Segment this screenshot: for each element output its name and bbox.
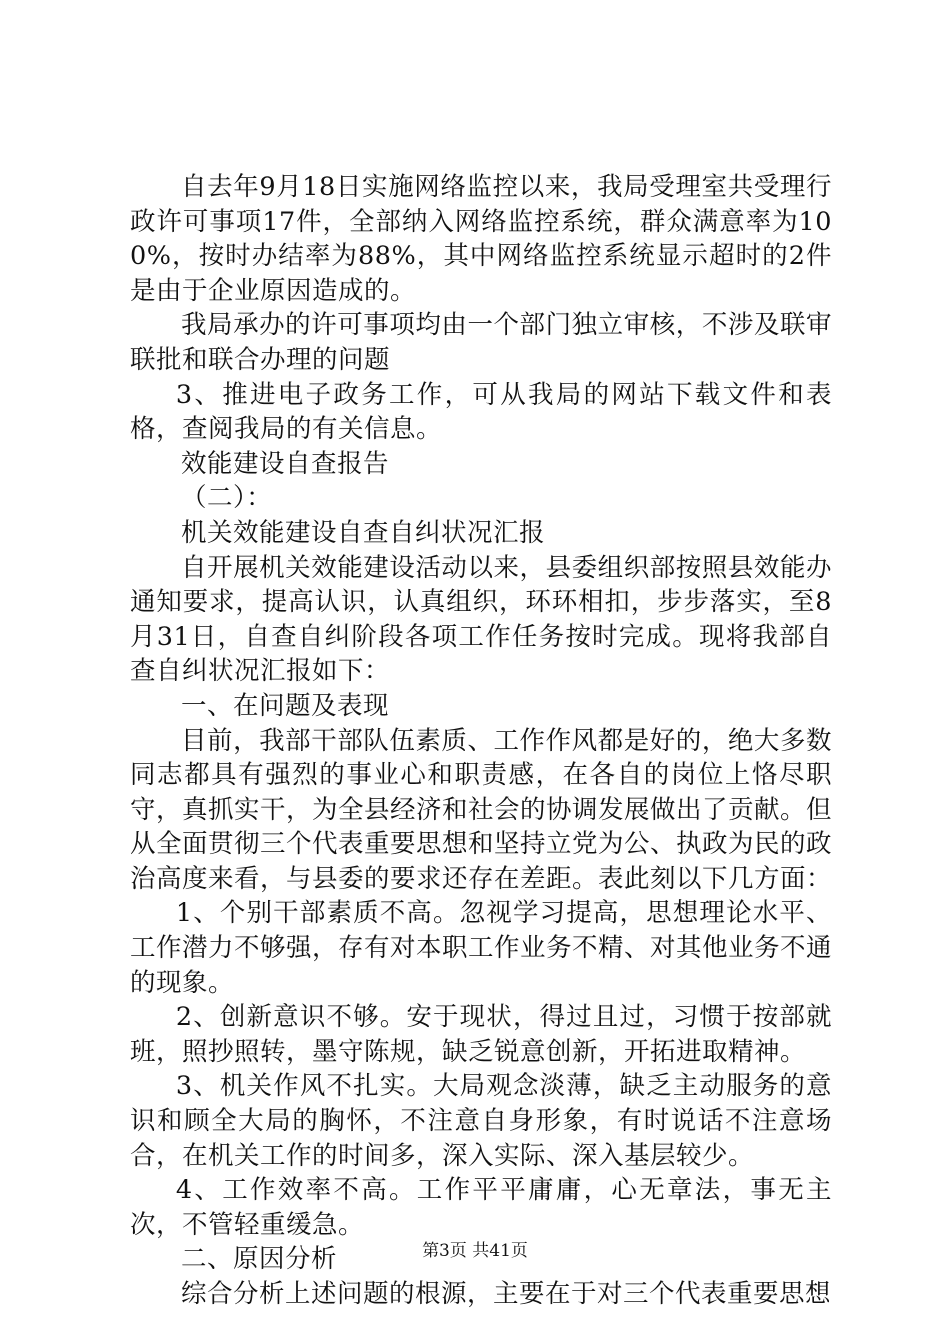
page-number-footer: 第3页 共41页 — [422, 1241, 528, 1261]
heading-part-two: （二）： — [181, 483, 273, 514]
paragraph-cause-analysis: 综合分析上述问题的根源，主要在于对三个代表重要思想 — [181, 1279, 832, 1309]
heading-self-inspection-report: 效能建设自查报告 — [181, 448, 390, 479]
paragraph-supervision-stats: 自去年9月18日实施网络监控以来，我局受理室共受理行政许可事项17件，全部纳入网络监控系统，群众满意率为100%，按时办结率为88%，其中网络监控系统显示超时的2件是由于企业原因造成的。 — [130, 172, 832, 306]
paragraph-current-status: 目前，我部干部队伍素质、工作作风都是好的，绝大多数同志都具有强烈的事业心和职责感，在各自的岗位上恪尽职守，真抓实干，为全县经济和社会的协调发展做出了贡献。但从全面贯彻三个代表重要思想和坚持立党为公、执政为民的政治高度来看，与县委的要求还存在差距。表此刻以下几方面： — [130, 725, 833, 894]
heading-report-title: 机关效能建设自查自纠状况汇报 — [181, 517, 546, 548]
heading-section-two: 二、原因分析 — [181, 1244, 338, 1275]
document-body — [130, 170, 832, 1312]
paragraph-e-government: 3、推进电子政务工作，可从我局的网站下载文件和表格，查阅我局的有关信息。 — [130, 379, 832, 445]
paragraph-item-3: 3、机关作风不扎实。大局观念淡薄，缺乏主动服务的意识和顾全大局的胸怀，不注意自身形象，有时说话不注意场合，在机关工作的时间多，深入实际、深入基层较少。 — [130, 1071, 832, 1171]
heading-section-one: 一、在问题及表现 — [181, 690, 390, 721]
paragraph-intro: 自开展机关效能建设活动以来，县委组织部按照县效能办通知要求，提高认识，认真组织，环环相扣，步步落实，至8月31日，自查自纠阶段各项工作任务按时完成。现将我部自查自纠状况汇报如下： — [130, 552, 832, 687]
paragraph-item-4: 4、工作效率不高。工作平平庸庸，心无章法，事无主次，不管轻重缓急。 — [130, 1175, 832, 1240]
paragraph-item-2: 2、创新意识不够。安于现状，得过且过，习惯于按部就班，照抄照转，墨守陈规，缺乏锐意创新，开拓进取精神。 — [130, 1002, 832, 1067]
paragraph-item-1: 1、个别干部素质不高。忽视学习提高，思想理论水平、工作潜力不够强，存有对本职工作业务不精、对其他业务不通的现象。 — [130, 898, 833, 998]
paragraph-independent-review: 我局承办的许可事项均由一个部门独立审核，不涉及联审联批和联合办理的问题 — [130, 310, 832, 375]
